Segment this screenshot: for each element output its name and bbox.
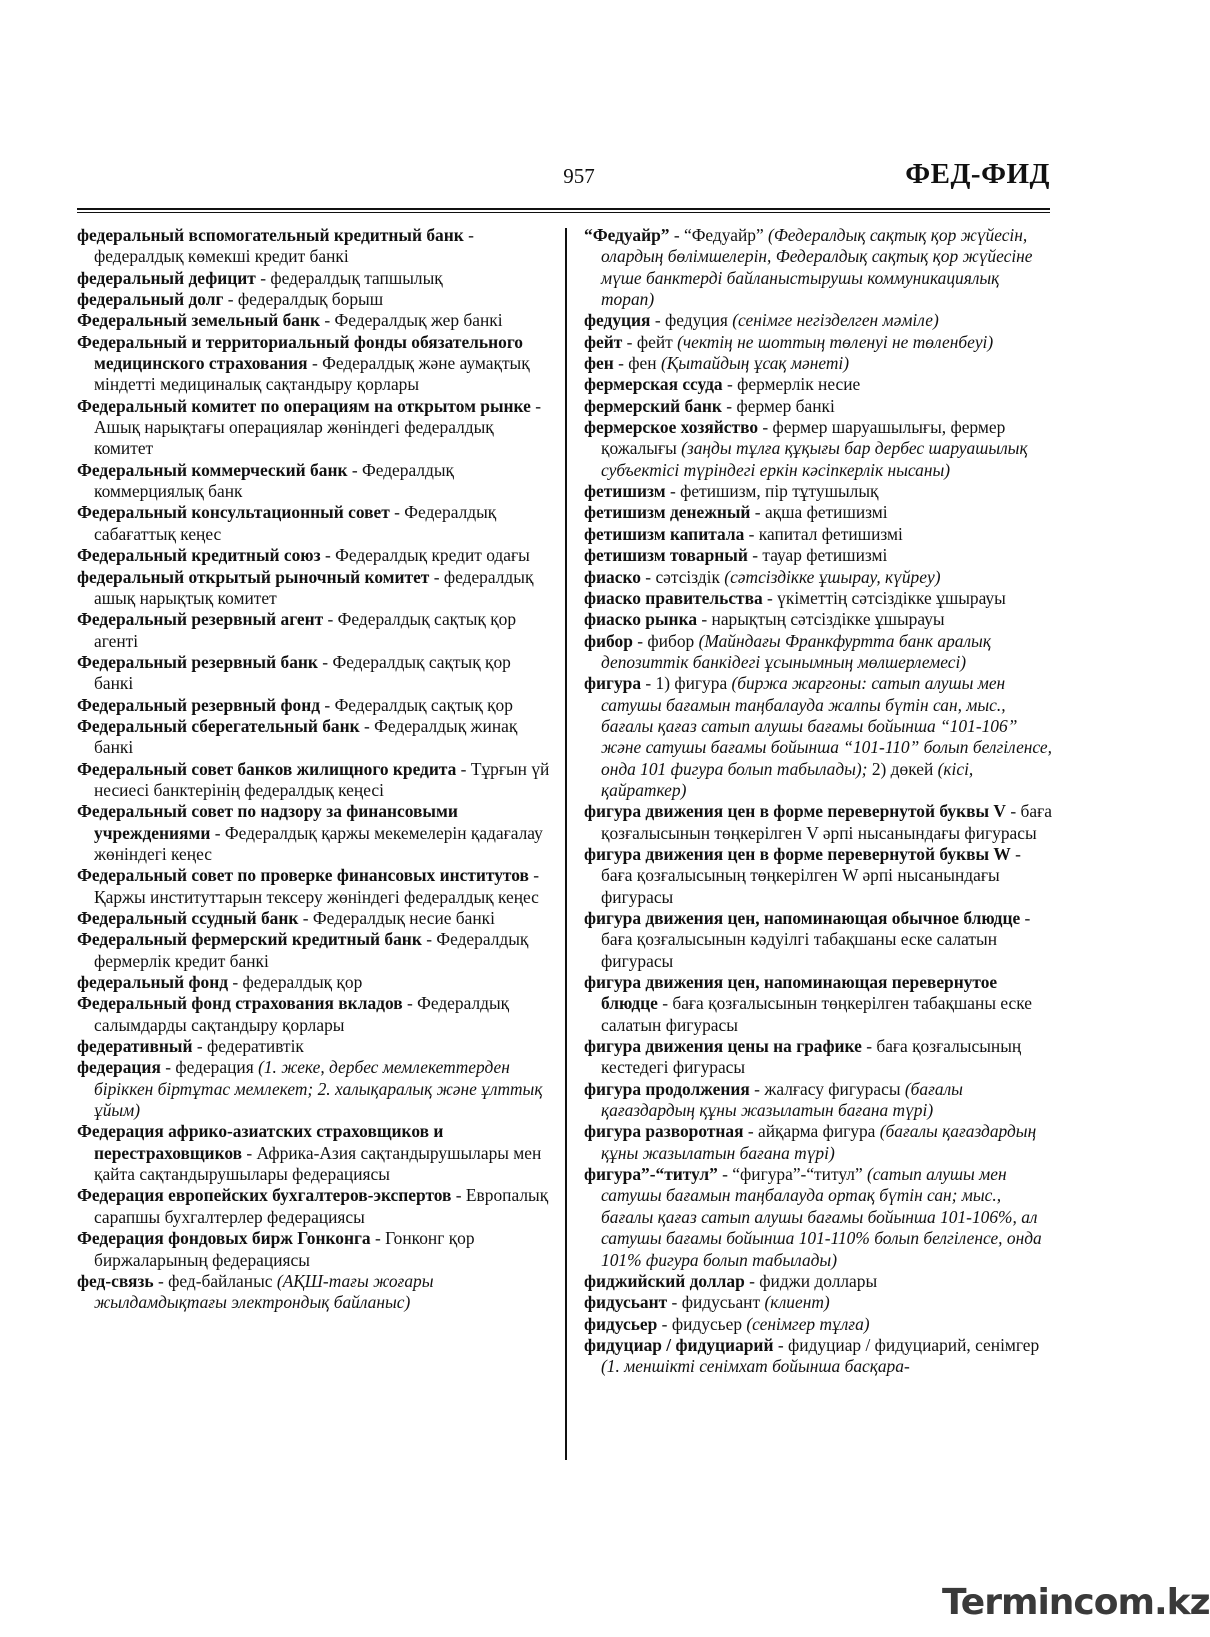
entry-translation: федералдық ашық нарықтық комитет [94,566,534,608]
dictionary-entry: фигура”-“титул” - “фигура”-“титул” (сатып алушы мен сатушы бағамын таңбалауда ортақ бүтін сан; мыс., бағалы қағаз сатып алушы бағамы бойынша 101-106%, ал сатушы бағамы бойынша 101-110% болып белгіленсе, онда 101% фигура болып табылады) [584,1164,1042,1270]
dictionary-entry: фейт - фейт (чектің не шоттың төленуі не төленбеуі) [584,331,994,352]
entry-term: федеральный открытый рыночный комитет [77,566,430,587]
dictionary-entry: Федерация европейских бухгалтеров-экспертов - Европалық сарапшы бухгалтерлер федерациясы [77,1185,549,1227]
entry-term: фермерская ссуда [584,374,723,395]
entry-translation: нарықтың сәтсіздікке ұшырауы [711,609,945,630]
dictionary-entry: фермерское хозяйство - фермер шаруашылығы, фермер қожалығы (заңды тұлға құқығы бар дербес шаруашылық субъектісі түріндегі еркін кәсіпкерлік нысаны) [584,417,1028,480]
column-divider [565,228,567,1460]
dictionary-entry: фидусьант - фидусьант (клиент) [584,1292,830,1313]
dictionary-entry: Федеральный коммерческий банк - Федералдық коммерциялық банк [77,459,455,502]
entry-note: (сатып алушы мен сатушы бағамын таңбалауда ортақ бүтін сан; мыс., бағалы қағаз сатып алушы бағамы бойынша 101-106%, ал сатушы бағамы бойынша 101-110% болып белгіленсе, онда 101% фигура болып табылады) [601,1164,1042,1270]
dictionary-entry: фетишизм товарный - тауар фетишизмі [584,545,888,566]
entry-term: фигура движения цены на графике [584,1036,862,1057]
dictionary-entry: фиаско правительства - үкіметтің сәтсіздікке ұшырауы [584,587,1006,608]
entry-translation: “Федуайр” [683,225,769,245]
watermark-logo: Termincom.kz [942,1582,1210,1623]
entry-translation: фетишизм, пір тұтушылық [680,481,879,502]
dictionary-entry: Федерация фондовых бирж Гонконга - Гонконг қор биржаларының федерациясы [77,1228,475,1270]
dictionary-entry: Федеральный комитет по операциям на открытом рынке - Ашық нарықтағы операциялар жөніндегі федералдық комитет [77,395,541,459]
entry-term: Федеральный резервный фонд [77,694,321,715]
entry-translation: “фигура”-“титул” [732,1164,868,1185]
entry-translation: баға қозғалысынын төңкерілген V әрпі нысанындағы фигурасы [601,801,1052,843]
entry-term: фигура разворотная [584,1121,744,1142]
entry-term: Федерация фондовых бирж Гонконга [77,1228,371,1249]
entry-term: фигура движения цен в форме перевернутой буквы W [584,843,1011,864]
entry-note: (сенімгер тұлға) [746,1313,870,1334]
dictionary-entry: фермерская ссуда - фермерлік несие [584,374,861,395]
entry-term: Федеральный совет банков жилищного кредита [77,758,457,779]
entry-translation: федеративтік [207,1036,304,1057]
entry-translation: капитал фетишизмі [758,523,903,544]
entry-translation: фидуциар / фидуциарий, сенімгер [787,1334,1040,1355]
entry-note: (АҚШ-тағы жоғары жылдамдықтағы электрондық байланыс) [94,1270,434,1313]
entry-translation: жалғасу фигурасы [764,1078,905,1099]
entry-term: Федеральный совет по проверке финансовых институтов [77,865,529,886]
entry-translation: баға қозғалысының кестедегі фигурасы [601,1036,1022,1078]
dictionary-entry: фигура движения цен в форме перевернутой буквы V - баға қозғалысынын төңкерілген V әрпі нысанындағы фигурасы [584,801,1052,843]
entry-translation: фибор [647,630,699,651]
entry-term: фиджийский доллар [584,1270,745,1291]
site-watermark [942,1582,1210,1626]
entry-term: Федеральный комитет по операциям на открытом рынке [77,395,531,416]
entry-translation: фермерлік несие [737,374,861,395]
entry-term: федеральный дефицит [77,267,256,288]
dictionary-entry: фетишизм - фетишизм, пір тұтушылық [584,481,879,502]
entry-translation: Гонконг қор биржаларының федерациясы [94,1228,475,1270]
entry-translation: Европалық сарапшы бухгалтерлер федерациясы [94,1185,549,1227]
dictionary-entry: фетишизм капитала - капитал фетишизмі [584,523,903,544]
dictionary-entry: Федеральный консультационный совет - Федералдық сабағаттық кеңес [77,502,497,544]
dictionary-entry: Федеральный резервный банк - Федералдық сақтық қор банкі [77,651,511,694]
dictionary-entry: фигура движения цены на графике - баға қозғалысының кестедегі фигурасы [584,1036,1022,1078]
entry-note: (бағалы қағаздардың құны жазылатын бағана түрі) [601,1078,963,1121]
dictionary-entry: фен - фен (Қытайдың ұсақ мәнеті) [584,353,850,374]
entry-translation: айқарма фигура [758,1121,880,1142]
entry-term: фиаско рынка [584,609,698,630]
entry-term: фетишизм товарный [584,545,748,566]
dictionary-entry: Федеральный фермерский кредитный банк - Федералдық фермерлік кредит банкі [77,929,529,971]
dictionary-entry: федеральный вспомогательный кредитный банк - федералдық көмекші кредит банкі [77,225,474,267]
entry-translation: фидусьант [681,1292,765,1313]
entry-note: (чектің не шоттың төленуі не төленбеуі) [677,331,994,352]
entry-translation: Федералдық салымдарды сақтандыру қорлары [94,993,510,1035]
dictionary-entry: Федеральный земельный банк - Федералдық жер банкі [77,310,503,331]
dictionary-entry: федеральный дефицит - федералдық тапшылық [77,267,443,288]
entry-translation: фидусьер [671,1313,747,1334]
entry-note: (1. меншікті сенімхат бойынша басқара- [601,1356,910,1377]
entry-note: (клиент) [764,1292,830,1313]
dictionary-entry: фигура - 1) фигура (биржа жаргоны: сатып алушы мен сатушы бағамын таңбалауда жалпы бүтін сан, мыс., бағалы қағаз сатып алушы бағамы бойынша “101-106” және сатушы бағамы бойынша “101-110” болып белгіленсе, онда 101 фигура болып табылады); 2) дөкей (кісі, қайраткер) [584,673,1052,800]
dictionary-entry: Федерация африко-азиатских страховщиков и перестраховщиков - Африка-Азия сақтандырушылары мен қайта сақтандырушылары федерациясы [77,1121,542,1185]
entry-term: “Федуайр” [584,225,670,245]
entry-term: Федеральный консультационный совет [77,502,390,523]
entry-term: федеративный [77,1036,193,1057]
dictionary-entry: фиаско рынка - нарықтың сәтсіздікке ұшырауы [584,609,945,630]
entry-term: Федеральный фермерский кредитный банк [77,929,422,950]
entry-translation: фермер банкі [736,395,835,416]
dictionary-entry: Федеральный совет банков жилищного кредита - Тұрғын үй несиесі банктерінің федералдық кеңесі [77,758,550,800]
entry-translation: федералдық борыш [237,289,384,310]
entry-term: фед-связь [77,1270,154,1291]
entry-translation: Федералдық жинақ банкі [94,715,518,758]
dictionary-entry: Федеральный совет по надзору за финансовыми учреждениями - Федералдық қаржы мекемелерін қадағалау жөніндегі кеңес [77,801,543,864]
dictionary-entry: федеральный фонд - федералдық қор [77,972,363,993]
entry-translation: Федералдық жер банкі [334,310,503,331]
entry-note: (Қытайдың ұсақ мәнеті) [660,353,850,374]
dictionary-entry: Федеральный сберегательный банк - Федералдық жинақ банкі [77,715,518,758]
entry-translation: федуция [664,310,733,331]
dictionary-entry: федеральный открытый рыночный комитет - федералдық ашық нарықтық комитет [77,566,534,608]
entry-term: Федеральный резервный банк [77,651,318,672]
entry-term: фидуциар / фидуциарий [584,1334,774,1355]
dictionary-entry: “Федуайр” - “Федуайр” (Федералдық сақтық қор жүйесін, олардың бөлімшелерін, Федералдық сақтық қор жүйесіне мүше банктерді байланыстырушы коммуникациялық торап) [584,225,1033,310]
dictionary-entry: федеративный - федеративтік [77,1036,304,1057]
entry-translation: федералдық көмекші кредит банкі [94,246,349,267]
entry-term: фетишизм [584,481,666,502]
entry-term: фетишизм денежный [584,502,751,523]
entry-translation: Федералдық коммерциялық банк [94,459,455,502]
entry-translation: Федералдық сақтық қор агенті [94,609,517,651]
entry-translation: фиджи доллары [759,1270,878,1291]
entry-translation: федерация [175,1057,259,1078]
entry-translation: баға қозғалысынын кәдуілгі табақшаны еске салатын фигурасы [601,929,998,971]
dictionary-entry: Федеральный резервный фонд - Федералдық сақтық қор [77,694,513,715]
entry-translation: Федералдық сабағаттық кеңес [94,502,497,544]
entry-term: фигура продолжения [584,1078,750,1099]
entry-term: фигура движения цен, напоминающая обычное блюдце [584,908,1021,928]
dictionary-entry: Федеральный фонд страхования вкладов - Федералдық салымдарды сақтандыру қорлары [77,993,510,1035]
entry-note: (Федералдық сақтық қор жүйесін, олардың бөлімшелерін, Федералдық сақтық қор жүйесіне мүше банктерді байланыстырушы коммуникациялық торап) [601,225,1033,310]
entry-term: фигура движения цен, напоминающая перевернутое блюдце [584,972,998,1014]
entry-translation: сәтсіздік [655,566,725,587]
entry-term: фигура [584,673,642,694]
entry-term: фетишизм капитала [584,523,745,544]
entry-translation: тауар фетишизмі [762,545,888,566]
entry-translation: үкіметтің сәтсіздікке ұшырауы [777,587,1006,608]
page-number: 957 [563,164,595,188]
entry-translation: Қаржы институттарын тексеру жөніндегі федералдық кеңес [94,886,539,907]
entry-note: (бағалы қағаздардың құны жазылатын бағана түрі) [601,1121,1037,1163]
dictionary-entry: фидуциар / фидуциарий - фидуциар / фидуциарий, сенімгер (1. меншікті сенімхат бойынша басқара- [584,1334,1040,1377]
dictionary-entry: федеральный долг - федералдық борыш [77,289,384,310]
dictionary-entry: Федеральный ссудный банк - Федералдық несие банкі [77,908,495,928]
entry-translation: Федералдық фермерлік кредит банкі [94,929,529,971]
entry-term: Федеральный фонд страхования вкладов [77,993,403,1014]
dictionary-entry: фетишизм денежный - ақша фетишизмі [584,502,888,523]
entry-term: фибор [584,630,633,651]
entry-note: (заңды тұлға құқығы бар дербес шаруашылық субъектісі түріндегі еркін кәсіпкерлік нысаны) [601,438,1028,480]
entry-term: Федерация африко-азиатских страховщиков и перестраховщиков [77,1121,444,1163]
entry-term: фиаско правительства [584,587,763,608]
entry-term: федуция [584,310,651,331]
entry-note: (сәтсіздікке ұшырау, күйреу) [724,566,941,587]
entry-translation: фед-байланыс [168,1270,277,1291]
entry-term: Федеральный и территориальный фонды обязательного медицинского страхования [77,331,523,374]
entry-translation: Африка-Азия сақтандырушылары мен қайта сақтандырушылары федерациясы [94,1142,542,1185]
entry-term: Федерация европейских бухгалтеров-экспертов [77,1185,452,1206]
entry-term: фен [584,353,614,374]
dictionary-entry: фигура продолжения - жалғасу фигурасы (бағалы қағаздардың құны жазылатын бағана түрі) [584,1078,963,1121]
entry-term: Федеральный резервный агент [77,609,324,630]
dictionary-entry: федерация - федерация (1. жеке, дербес мемлекеттерден біріккен біртұтас мемлекет; 2. халықаралық және ұлттық ұйым) [77,1057,543,1121]
left-column [77,225,551,1314]
entry-translation: Федералдық несие банкі [312,908,495,928]
entry-note: (1. жеке, дербес мемлекеттерден біріккен біртұтас мемлекет; 2. халықаралық және ұлттық ұйым) [94,1057,543,1121]
entry-term: фиаско [584,566,641,587]
dictionary-entry: Федеральный кредитный союз - Федералдық кредит одағы [77,545,530,566]
dictionary-entry: фибор - фибор (Майндағы Франкфуртта банк аралық депозиттік банкідегі ұсынымның мөлшерлемесі) [584,630,991,672]
dictionary-entry: фигура разворотная - айқарма фигура (бағалы қағаздардың құны жазылатын бағана түрі) [584,1121,1037,1163]
entry-term: федеральный вспомогательный кредитный банк [77,225,464,245]
entry-term: Федеральный сберегательный банк [77,715,360,736]
header-rule-thin [77,212,1050,213]
dictionary-entry: фигура движения цен, напоминающая перевернутое блюдце - баға қозғалысынын төңкерілген табақшаны еске салатын фигурасы [584,972,1032,1035]
entry-translation: 2) дөкей [867,758,938,779]
entry-term: Федеральный ссудный банк [77,908,299,928]
dictionary-entry: Федеральный совет по проверке финансовых институтов - Қаржы институттарын тексеру жөніндегі федералдық кеңес [77,865,540,907]
entry-translation: ақша фетишизмі [764,502,888,523]
entry-translation: Ашық нарықтағы операциялар жөніндегі федералдық комитет [94,417,494,459]
entry-term: Федеральный кредитный союз [77,545,321,566]
entry-term: фермерское хозяйство [584,417,759,438]
entry-translation: Федералдық және аумақтық міндетті медициналық сақтандыру қорлары [94,353,530,395]
entry-term: федеральный долг [77,289,224,310]
entry-translation: Федералдық қаржы мекемелерін қадағалау жөніндегі кеңес [94,822,543,864]
dictionary-entry: фед-связь - фед-байланыс (АҚШ-тағы жоғары жылдамдықтағы электрондық байланыс) [77,1270,434,1313]
dictionary-entry: фигура движения цен в форме перевернутой буквы W - баға қозғалысының төңкерілген W әрпі нысанындағы фигурасы [584,843,1021,907]
entry-term: Федеральный коммерческий банк [77,459,348,480]
entry-translation: фейт [636,331,678,352]
entry-translation: Федералдық сақтық қор банкі [94,651,511,694]
entry-note: (биржа жаргоны: сатып алушы мен сатушы бағамын таңбалауда жалпы бүтін сан, мыс., бағалы қағаз сатып алушы бағамы бойынша “101-106” және сатушы бағамы бойынша “101-110” болып белгіленсе, онда 101 фигура болып табылады); [601,673,1052,779]
entry-translation: баға қозғалысынын төңкерілген табақшаны еске салатын фигурасы [601,993,1032,1035]
dictionary-entry: фиаско - сәтсіздік (сәтсіздікке ұшырау, күйреу) [584,566,941,587]
dictionary-entry: фермерский банк - фермер банкі [584,395,835,416]
entry-term: Федеральный земельный банк [77,310,321,331]
entry-term: фермерский банк [584,395,722,416]
dictionary-entry: фигура движения цен, напоминающая обычное блюдце - баға қозғалысынын кәдуілгі табақшаны еске салатын фигурасы [584,908,1031,971]
entry-translation: фермер шаруашылығы, фермер қожалығы [601,417,1006,459]
entry-term: Федеральный совет по надзору за финансовыми учреждениями [77,801,458,843]
entry-term: фигура движения цен в форме перевернутой буквы V [584,801,1006,822]
right-column [584,225,1052,1378]
header-rule [77,208,1050,210]
entry-note: (кісі, қайраткер) [601,758,974,800]
entry-term: фейт [584,331,623,352]
dictionary-entry: Федеральный и территориальный фонды обязательного медицинского страхования - Федералдық және аумақтық міндетті медициналық сақтандыру қорлары [77,331,530,395]
entry-term: федерация [77,1057,161,1078]
entry-term: фидусьер [584,1313,658,1334]
entry-note: (Майндағы Франкфуртта банк аралық депозиттік банкідегі ұсынымның мөлшерлемесі) [601,630,991,672]
entry-translation: Федералдық кредит одағы [335,545,530,566]
dictionary-entry: федуция - федуция (сенімге негізделген мәміле) [584,310,939,331]
dictionary-entry: фидусьер - фидусьер (сенімгер тұлға) [584,1313,870,1334]
entry-note: (сенімге негізделген мәміле) [732,310,939,331]
entry-translation: баға қозғалысының төңкерілген W әрпі нысанындағы фигурасы [601,865,1000,907]
entry-term: фигура”-“титул” [584,1164,718,1185]
entry-term: фидусьант [584,1292,668,1313]
entry-translation: Федералдық сақтық қор [334,694,513,715]
page-header-title: ФЕД-ФИД [905,158,1050,190]
dictionary-entry: Федеральный резервный агент - Федералдық сақтық қор агенті [77,609,517,651]
entry-translation: федералдық тапшылық [270,267,443,288]
entry-translation: федералдық қор [242,972,363,993]
dictionary-entry: фиджийский доллар - фиджи доллары [584,1270,878,1291]
entry-translation: фен [628,353,661,374]
entry-translation: 1) фигура [655,673,732,694]
entry-translation: Тұрғын үй несиесі банктерінің федералдық кеңесі [94,758,550,800]
entry-term: федеральный фонд [77,972,229,993]
